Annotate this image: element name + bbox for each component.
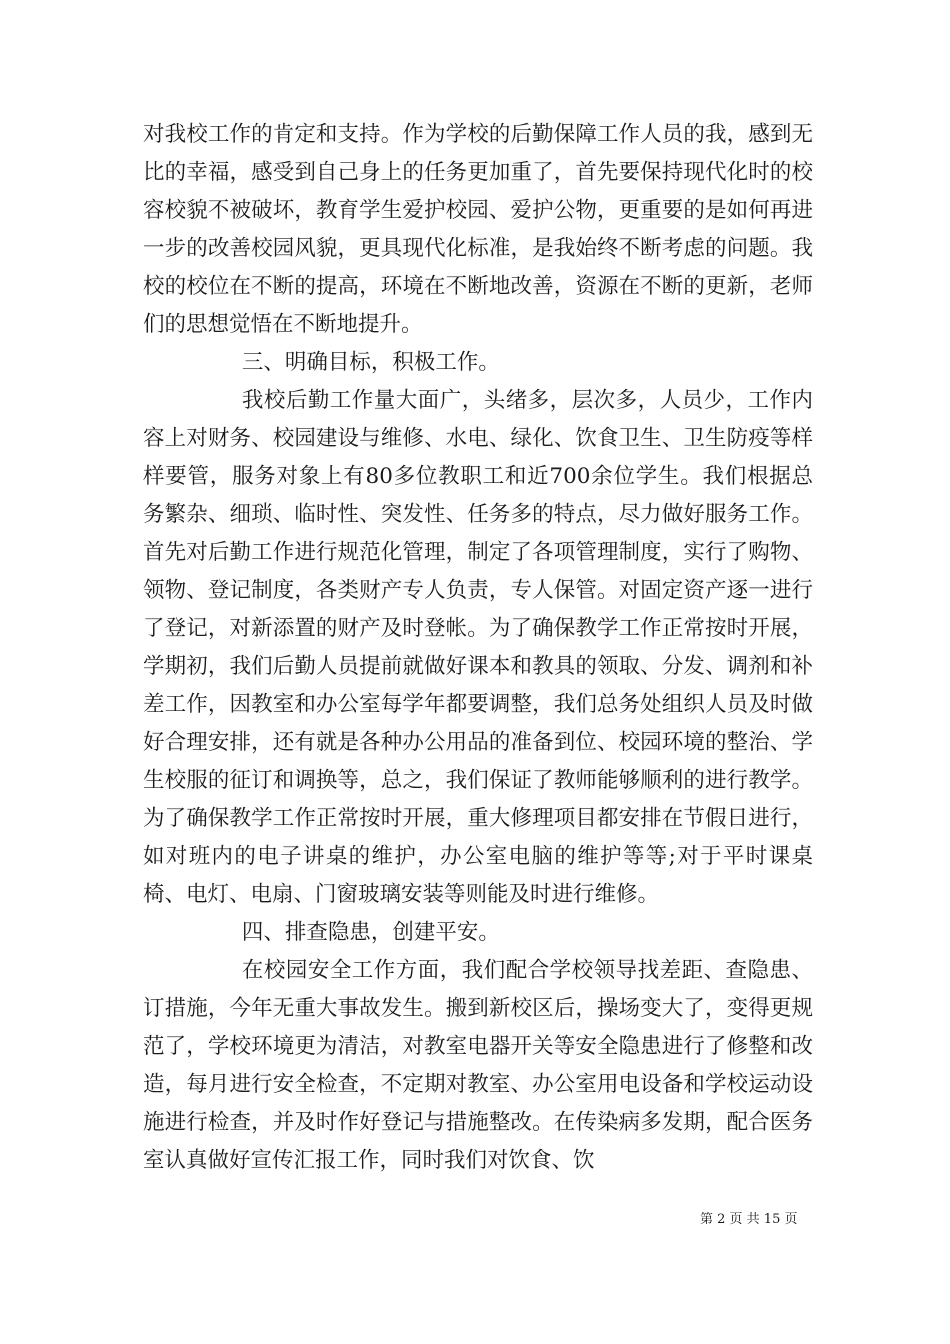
paragraph-continuation: 对我校工作的肯定和支持。作为学校的后勤保障工作人员的我，感到无比的幸福，感受到自己身上的任务更加重了，首先要保持现代化时的校容校貌不被破坏，教育学生爱护校园、爱护公物，更重要的是如何再进一步的改善校园风貌，更具现代化标准，是我始终不断考虑的问题。我校的校位在不断的提高，环境在不断地改善，资源在不断的更新，老师们的思想觉悟在不断地提升。 <box>143 122 813 337</box>
section-heading-three: 三、明确目标，积极工作。 <box>241 350 500 375</box>
paragraph-campus-safety: 在校园安全工作方面，我们配合学校领导找差距、查隐患、订措施，今年无重大事故发生。搬到新校区后，操场变大了，变得更规范了，学校环境更为清洁，对教室电器开关等安全隐患进行了修整和改造，每月进行安全检查，不定期对教室、办公室用电设备和学校运动设施进行检查，并及时作好登记与措施整改。在传染病多发期，配合医务室认真做好宣传汇报工作，同时我们对饮食、饮 <box>143 958 813 1173</box>
document-body <box>143 116 813 1180</box>
paragraph-logistics-work: 我校后勤工作量大面广，头绪多，层次多，人员少，工作内容上对财务、校园建设与维修、水电、绿化、饮食卫生、卫生防疫等样样要管，服务对象上有80多位教职工和近700余位学生。我们根据总务繁杂、细琐、临时性、突发性、任务多的特点，尽力做好服务工作。首先对后勤工作进行规范化管理，制定了各项管理制度，实行了购物、领物、登记制度，各类财产专人负责，专人保管。对固定资产逐一进行了登记，对新添置的财产及时登帐。为了确保教学工作正常按时开展，学期初，我们后勤人员提前就做好课本和教具的领取、分发、调剂和补差工作，因教室和办公室每学年都要调整，我们总务处组织人员及时做好合理安排，还有就是各种办公用品的准备到位、校园环境的整治、学生校服的征订和调换等，总之，我们保证了教师能够顺利的进行教学。为了确保教学工作正常按时开展，重大修理项目都安排在节假日进行，如对班内的电子讲桌的维护，办公室电脑的维护等等;对于平时课桌椅、电灯、电扇、门窗玻璃安装等则能及时进行维修。 <box>143 388 813 907</box>
page-number-footer: 第 2 页 共 15 页 <box>700 1212 798 1227</box>
section-heading-four: 四、排查隐患，创建平安。 <box>241 920 500 945</box>
